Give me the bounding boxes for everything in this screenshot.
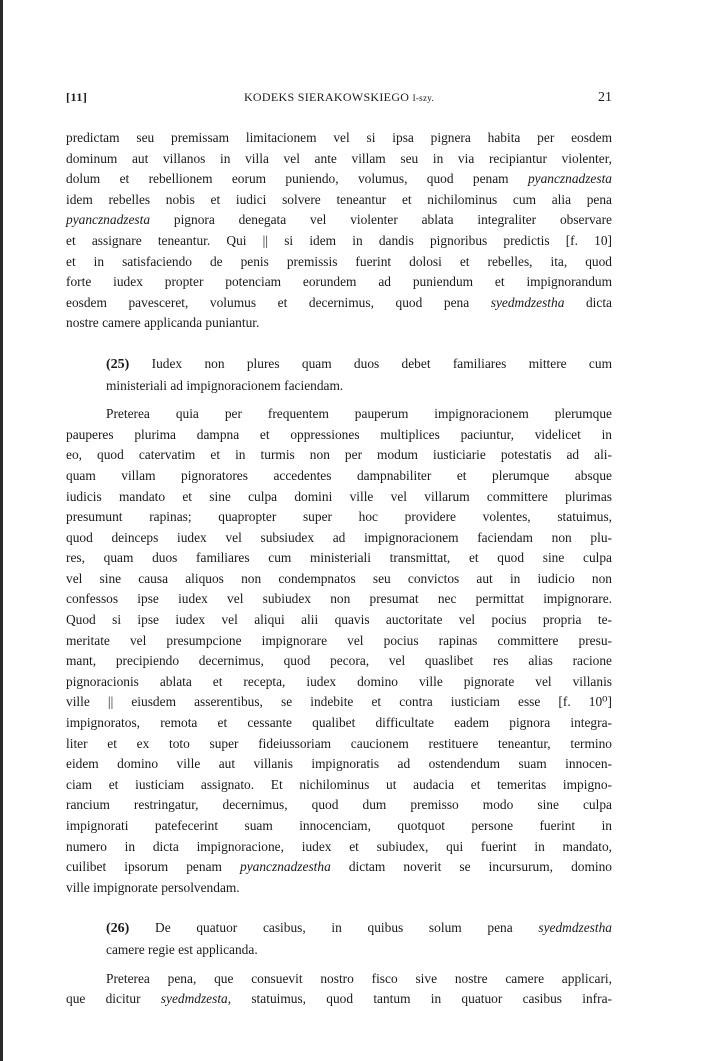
italic-term: syedmdzesta: [160, 991, 228, 1007]
text-line: eidem domino ville aut villanis impignoratis ad ostendendum suam innocen-: [66, 756, 612, 772]
text-line: ville || eiusdem asserentibus, se indebite et contra iusticiam esse [f. 10⁰]: [66, 694, 612, 710]
text-line: rancium restringatur, decernimus, quod dum premisso modo sine culpa: [66, 797, 612, 813]
text-line: meritate vel presumpcione impignorare vel pocius rapinas committere presu-: [66, 632, 612, 648]
section-26-line-1-text: De quatuor casibus, in quibus solum pena syedmdzestha: [129, 920, 612, 936]
text-line: impignoratos, remota et cessante qualibet difficultate eadem pignora integra-: [66, 715, 612, 731]
text-line: nostre camere applicanda puniantur.: [66, 315, 260, 331]
text-line: ville impignorate persolvendam.: [66, 879, 240, 895]
text-line: Preterea quia per frequentem pauperum impignoracionem plerumque: [106, 406, 612, 422]
section-26-heading: [66, 918, 612, 960]
paragraph-3: [66, 969, 612, 1010]
paragraph-1: [66, 128, 612, 334]
running-title: [66, 90, 612, 105]
title-suffix: I-szy.: [412, 93, 435, 103]
text-line: idem rebelles nobis et iudici solvere teneantur et nichilominus cum alia pena: [66, 191, 612, 207]
text-line: quam villam pignoratores accedentes dampnabiliter et plerumque absque: [66, 467, 612, 483]
text-line: vel sine causa aliquos non condempnatos seu convictos aut in iudicio non: [66, 570, 612, 586]
section-26-number: (26): [106, 921, 130, 937]
body-text: [66, 128, 612, 1010]
text-line: pyancznadzesta pignora denegata vel violenter ablata integraliter observare: [66, 212, 612, 228]
text-line: cuilibet ipsorum penam pyancznadzestha dictam noverit se incursurum, domino: [66, 859, 612, 875]
text-line: Quod si ipse iudex vel aliqui alii quavis auctoritate vel pocius propria te-: [66, 612, 612, 628]
text-line: dominum aut villanos in villa vel ante villam seu in via recipiantur violenter,: [66, 150, 612, 166]
text-line: numero in dicta impignoracione, iudex et subiudex, qui fuerint in mandato,: [66, 838, 612, 854]
text-line: mant, precipiendo decernimus, quod pecora, vel quaslibet res alias racione: [66, 653, 612, 669]
section-25-heading: [66, 354, 612, 396]
italic-term: syedmdzestha: [490, 294, 565, 310]
italic-term: syedmdzestha: [538, 920, 612, 936]
text-line: quod deinceps iudex vel subsiudex ad impignoracionem faciendam non plu-: [66, 529, 612, 545]
text-line: ciam et iusticiam assignato. Et nichilominus ut audacia et temeritas impigno-: [66, 776, 612, 792]
italic-term: pyancznadzesta: [66, 212, 151, 228]
text-line: eo, quod catervatim et in turmis non per modum iusticiarie potestatis ad ali-: [66, 447, 612, 463]
section-26-line-2: camere regie est applicanda.: [106, 941, 258, 957]
italic-term: pyancznadzestha: [240, 859, 331, 875]
text-line: presumunt rapinas; quapropter super hoc providere volentes, statuimus,: [66, 509, 612, 525]
text-line: impignorati patefecerint suam innocenciam, quotquot persone fuerint in: [66, 818, 612, 833]
section-25-number: (25): [106, 356, 130, 372]
text-line: iudicis mandato et sine culpa domini ville vel villarum committere plurimas: [66, 488, 612, 504]
text-line: res, quam duos familiares cum ministeriali transmittat, et quod sine culpa: [66, 550, 612, 566]
section-marker: [11]: [66, 90, 88, 104]
text-line: et in satisfaciendo de penis premissis fuerint dolosi et rebelles, ita, quod: [66, 253, 612, 269]
text-line: pignoracionis ablata et recepta, iudex domino ville pignorate vel villanis: [66, 673, 612, 689]
section-26-line-1: [106, 918, 612, 940]
text-line: Preterea pena, que consuevit nostro fisco sive nostre camere applicari,: [106, 970, 612, 986]
title-main: KODEKS SIERAKOWSKIEGO: [243, 90, 410, 104]
text-line: dolum et rebellionem eorum puniendo, volumus, quod penam pyancznadzesta: [66, 171, 612, 187]
section-25-line-1: [106, 354, 612, 376]
text-line: pauperes plurima dampna et oppressiones multiplices paciuntur, videlicet in: [66, 426, 612, 442]
text-line: et assignare teneantur. Qui || si idem in dandis pignoribus predictis [f. 10]: [66, 232, 612, 248]
text-line: confessos ipse iudex vel subiudex non presumat nec permittat impignorare.: [66, 591, 612, 607]
text-line: que dicitur syedmdzesta, statuimus, quod tantum in quatuor casibus infra-: [66, 991, 612, 1007]
paragraph-2: [66, 404, 612, 898]
running-header: [66, 90, 612, 108]
page-number: 21: [598, 90, 612, 105]
scan-edge: [0, 0, 3, 1061]
section-25-line-2: ministeriali ad impignoracionem faciendam.: [106, 377, 344, 393]
text-line: forte iudex propter potenciam eorundem ad puniendum et impignorandum: [66, 274, 612, 290]
text-line: liter et ex toto super fideiussoriam caucionem restituere teneantur, termino: [66, 735, 612, 751]
section-25-line-1-text: Iudex non plures quam duos debet familiares mittere cum: [129, 355, 612, 371]
text-line: eosdem pavesceret, volumus et decernimus, quod pena syedmdzestha dicta: [66, 294, 612, 310]
italic-term: pyancznadzesta: [527, 171, 612, 187]
text-line: predictam seu premissam limitacionem vel si ipsa pignera habita per eosdem: [66, 130, 612, 145]
